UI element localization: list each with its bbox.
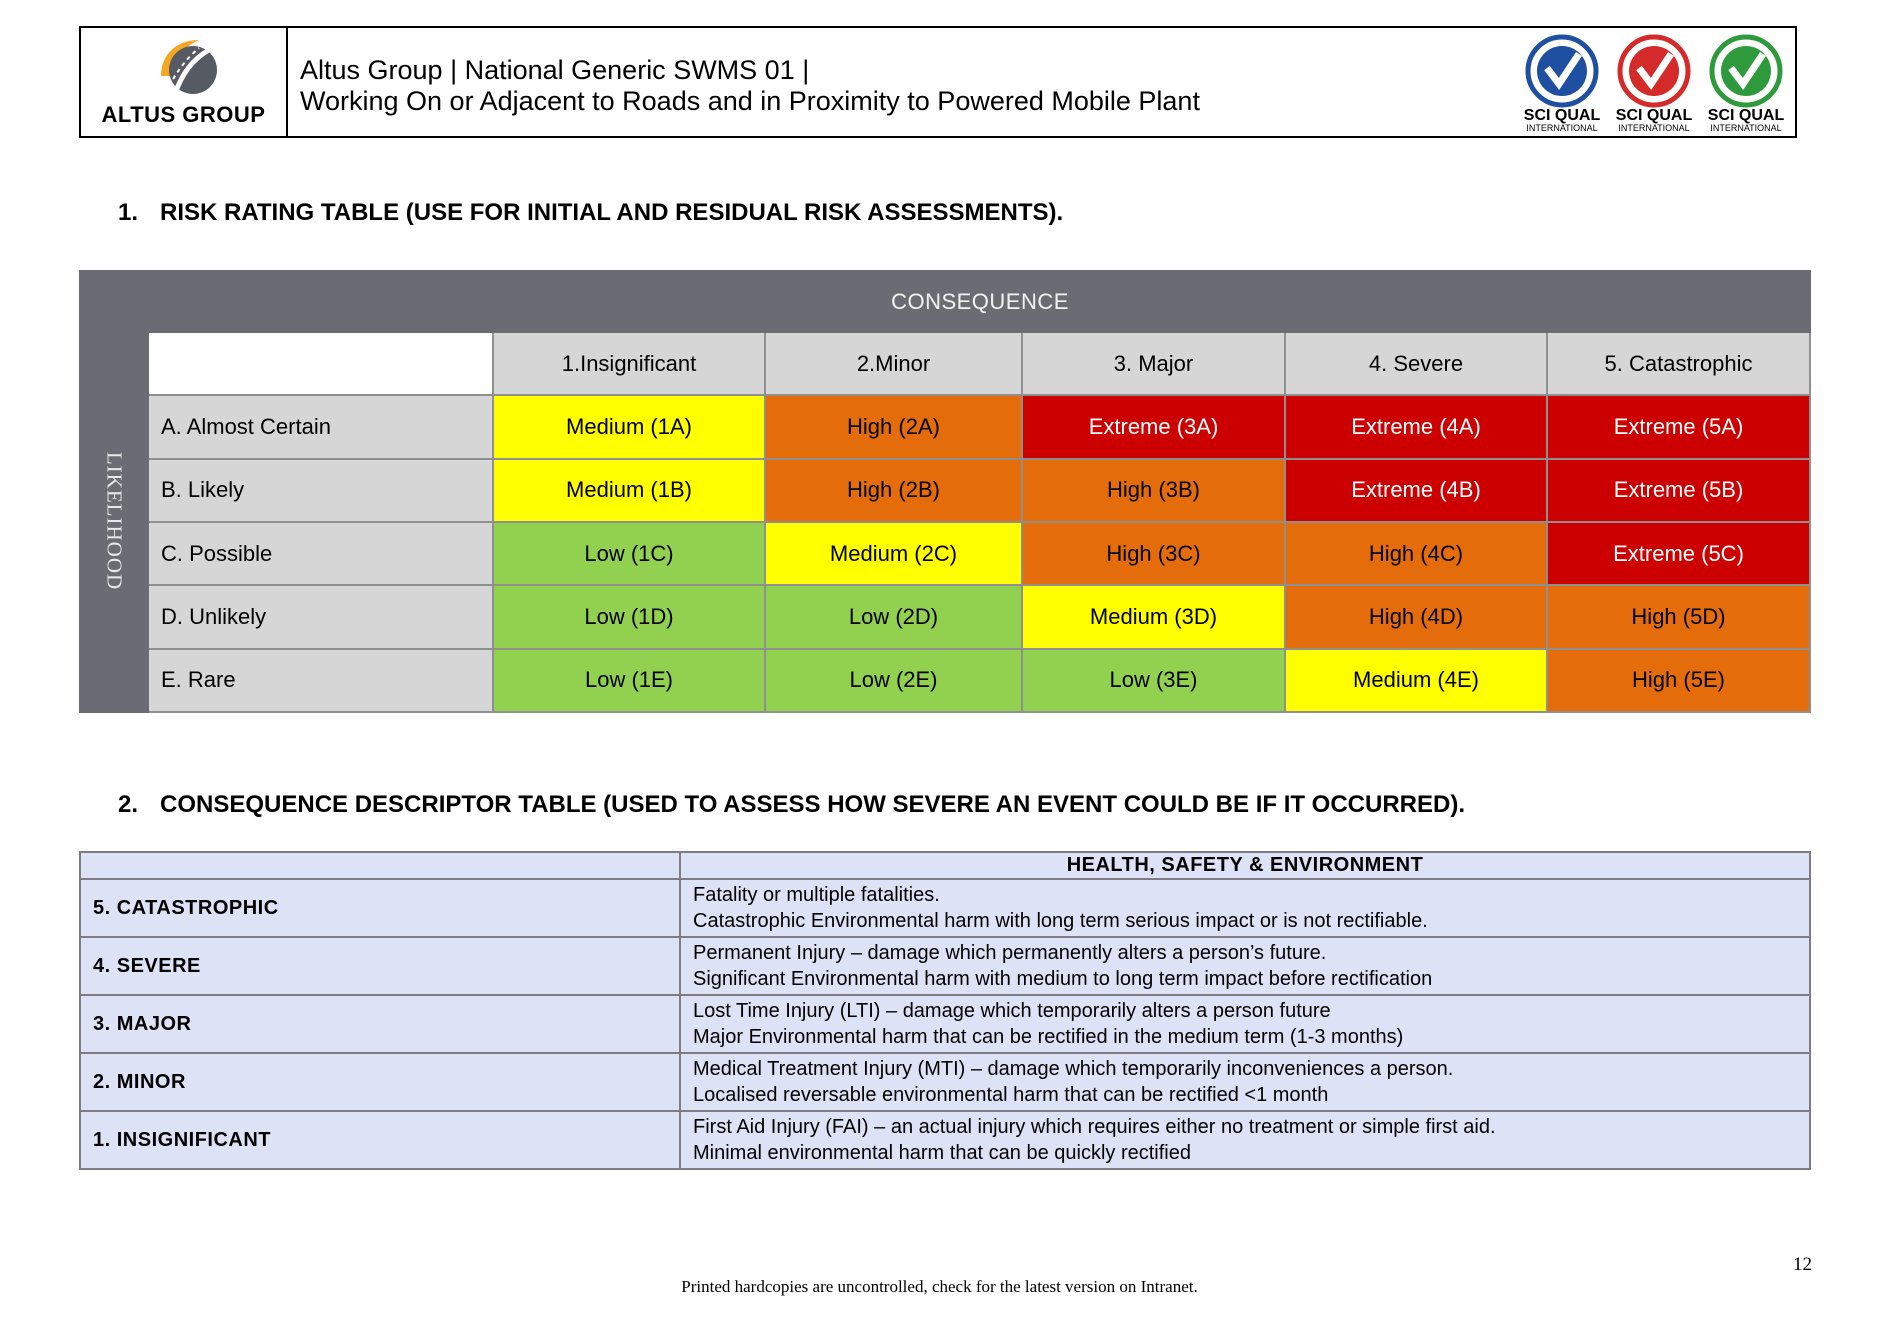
likelihood-label-text: LIKELIHOOD <box>102 451 127 591</box>
section-1-heading <box>118 199 1063 227</box>
risk-cell-high: High (5E) <box>1548 650 1811 713</box>
cert-badge-green <box>1703 34 1789 134</box>
altus-logo-icon <box>155 36 219 98</box>
table-row <box>80 1053 1810 1111</box>
risk-cell-extreme: Extreme (4B) <box>1286 460 1548 523</box>
consequence-level: 2. MINOR <box>80 1053 680 1111</box>
row-header: E. Rare <box>149 650 494 713</box>
iso-certified-green-icon <box>1703 34 1789 108</box>
row-header: C. Possible <box>149 523 494 586</box>
risk-cell-high: High (3B) <box>1023 460 1286 523</box>
risk-cell-extreme: Extreme (5A) <box>1548 396 1811 459</box>
risk-cell-high: High (2B) <box>766 460 1023 523</box>
row-header: D. Unlikely <box>149 586 494 649</box>
table-row <box>80 937 1810 995</box>
title-line-1: Altus Group | National Generic SWMS 01 | <box>300 55 810 85</box>
cert-badge-red <box>1611 34 1697 134</box>
risk-cell-low: Low (3E) <box>1023 650 1286 713</box>
risk-cell-low: Low (2D) <box>766 586 1023 649</box>
table-row <box>80 879 1810 937</box>
description-line2: Minimal environmental harm that can be quickly rectified <box>693 1142 1191 1164</box>
risk-rating-matrix <box>79 270 1811 713</box>
iso-certified-blue-icon <box>1519 34 1605 108</box>
risk-cell-medium: Medium (1A) <box>494 396 766 459</box>
description-line2: Localised reversable environmental harm that can be rectified <1 month <box>693 1084 1329 1106</box>
risk-cell-low: Low (2E) <box>766 650 1023 713</box>
risk-cell-medium: Medium (2C) <box>766 523 1023 586</box>
risk-cell-extreme: Extreme (4A) <box>1286 396 1548 459</box>
page-number: 12 <box>1793 1254 1812 1275</box>
section-title: CONSEQUENCE DESCRIPTOR TABLE (USED TO ASSESS HOW SEVERE AN EVENT COULD BE IF IT OCCURRED). <box>160 791 1466 818</box>
column-header: 4. Severe <box>1286 333 1548 396</box>
consequence-level: 3. MAJOR <box>80 995 680 1053</box>
cert-badge-blue <box>1519 34 1605 134</box>
document-header <box>79 26 1797 138</box>
consequence-description <box>680 995 1810 1053</box>
risk-cell-high: High (4D) <box>1286 586 1548 649</box>
consequence-level: 4. SEVERE <box>80 937 680 995</box>
footer-note: Printed hardcopies are uncontrolled, check for the latest version on Intranet. <box>681 1277 1198 1296</box>
logo-text: ALTUS GROUP <box>101 102 266 127</box>
risk-cell-extreme: Extreme (5B) <box>1548 460 1811 523</box>
section-title: RISK RATING TABLE (USE FOR INITIAL AND RESIDUAL RISK ASSESSMENTS). <box>160 199 1064 226</box>
title-line-2: Working On or Adjacent to Roads and in Proximity to Powered Mobile Plant <box>300 86 1200 116</box>
certification-badges <box>1519 34 1789 134</box>
cert-sub: INTERNATIONAL <box>1618 123 1690 133</box>
risk-cell-extreme: Extreme (5C) <box>1548 523 1811 586</box>
description-line1: Permanent Injury – damage which permanently alters a person’s future. <box>693 942 1327 964</box>
risk-cell-high: High (4C) <box>1286 523 1548 586</box>
consequence-description <box>680 1053 1810 1111</box>
risk-cell-medium: Medium (3D) <box>1023 586 1286 649</box>
risk-cell-medium: Medium (4E) <box>1286 650 1548 713</box>
section-number: 1. <box>118 199 139 226</box>
consequence-level: 1. INSIGNIFICANT <box>80 1111 680 1169</box>
risk-cell-low: Low (1D) <box>494 586 766 649</box>
consequence-description <box>680 937 1810 995</box>
consequence-descriptor-table <box>79 851 1811 1170</box>
iso-certified-red-icon <box>1611 34 1697 108</box>
logo-cell <box>81 28 288 136</box>
cert-name: SCI QUAL <box>1523 107 1601 124</box>
cert-sub: INTERNATIONAL <box>1526 123 1598 133</box>
table-row <box>80 995 1810 1053</box>
risk-cell-low: Low (1C) <box>494 523 766 586</box>
risk-cell-high: High (3C) <box>1023 523 1286 586</box>
description-line2: Major Environmental harm that can be rectified in the medium term (1-3 months) <box>693 1026 1404 1048</box>
cert-sub: INTERNATIONAL <box>1710 123 1782 133</box>
description-line2: Significant Environmental harm with medium to long term impact before rectification <box>693 968 1433 990</box>
risk-cell-high: High (5D) <box>1548 586 1811 649</box>
cert-name: SCI QUAL <box>1707 107 1785 124</box>
risk-cell-high: High (2A) <box>766 396 1023 459</box>
matrix-corner <box>149 333 494 396</box>
cert-name: SCI QUAL <box>1615 107 1693 124</box>
risk-grid <box>149 333 1811 713</box>
likelihood-axis-label <box>79 270 149 713</box>
row-header: B. Likely <box>149 460 494 523</box>
consequence-level: 5. CATASTROPHIC <box>80 879 680 937</box>
column-header: 1.Insignificant <box>494 333 766 396</box>
description-line1: Lost Time Injury (LTI) – damage which temporarily alters a person future <box>693 1000 1331 1022</box>
description-line1: Medical Treatment Injury (MTI) – damage which temporarily inconveniences a person. <box>693 1058 1454 1080</box>
table-row <box>80 1111 1810 1169</box>
consequence-axis-label: CONSEQUENCE <box>891 288 1069 314</box>
description-line1: First Aid Injury (FAI) – an actual injury which requires either no treatment or simple first aid. <box>693 1116 1496 1138</box>
consequence-description <box>680 1111 1810 1169</box>
description-line2: Catastrophic Environmental harm with long term serious impact or is not rectifiable. <box>693 910 1428 932</box>
consequence-description <box>680 879 1810 937</box>
table-header-blank <box>80 852 680 879</box>
row-header: A. Almost Certain <box>149 396 494 459</box>
risk-cell-low: Low (1E) <box>494 650 766 713</box>
column-header: 3. Major <box>1023 333 1286 396</box>
section-2-heading <box>118 791 1465 819</box>
table-header-row <box>80 852 1810 879</box>
risk-cell-medium: Medium (1B) <box>494 460 766 523</box>
risk-cell-extreme: Extreme (3A) <box>1023 396 1286 459</box>
column-header: 5. Catastrophic <box>1548 333 1811 396</box>
column-header: 2.Minor <box>766 333 1023 396</box>
table-header-hse: HEALTH, SAFETY & ENVIRONMENT <box>680 852 1810 879</box>
section-number: 2. <box>118 791 139 818</box>
description-line1: Fatality or multiple fatalities. <box>693 884 940 906</box>
